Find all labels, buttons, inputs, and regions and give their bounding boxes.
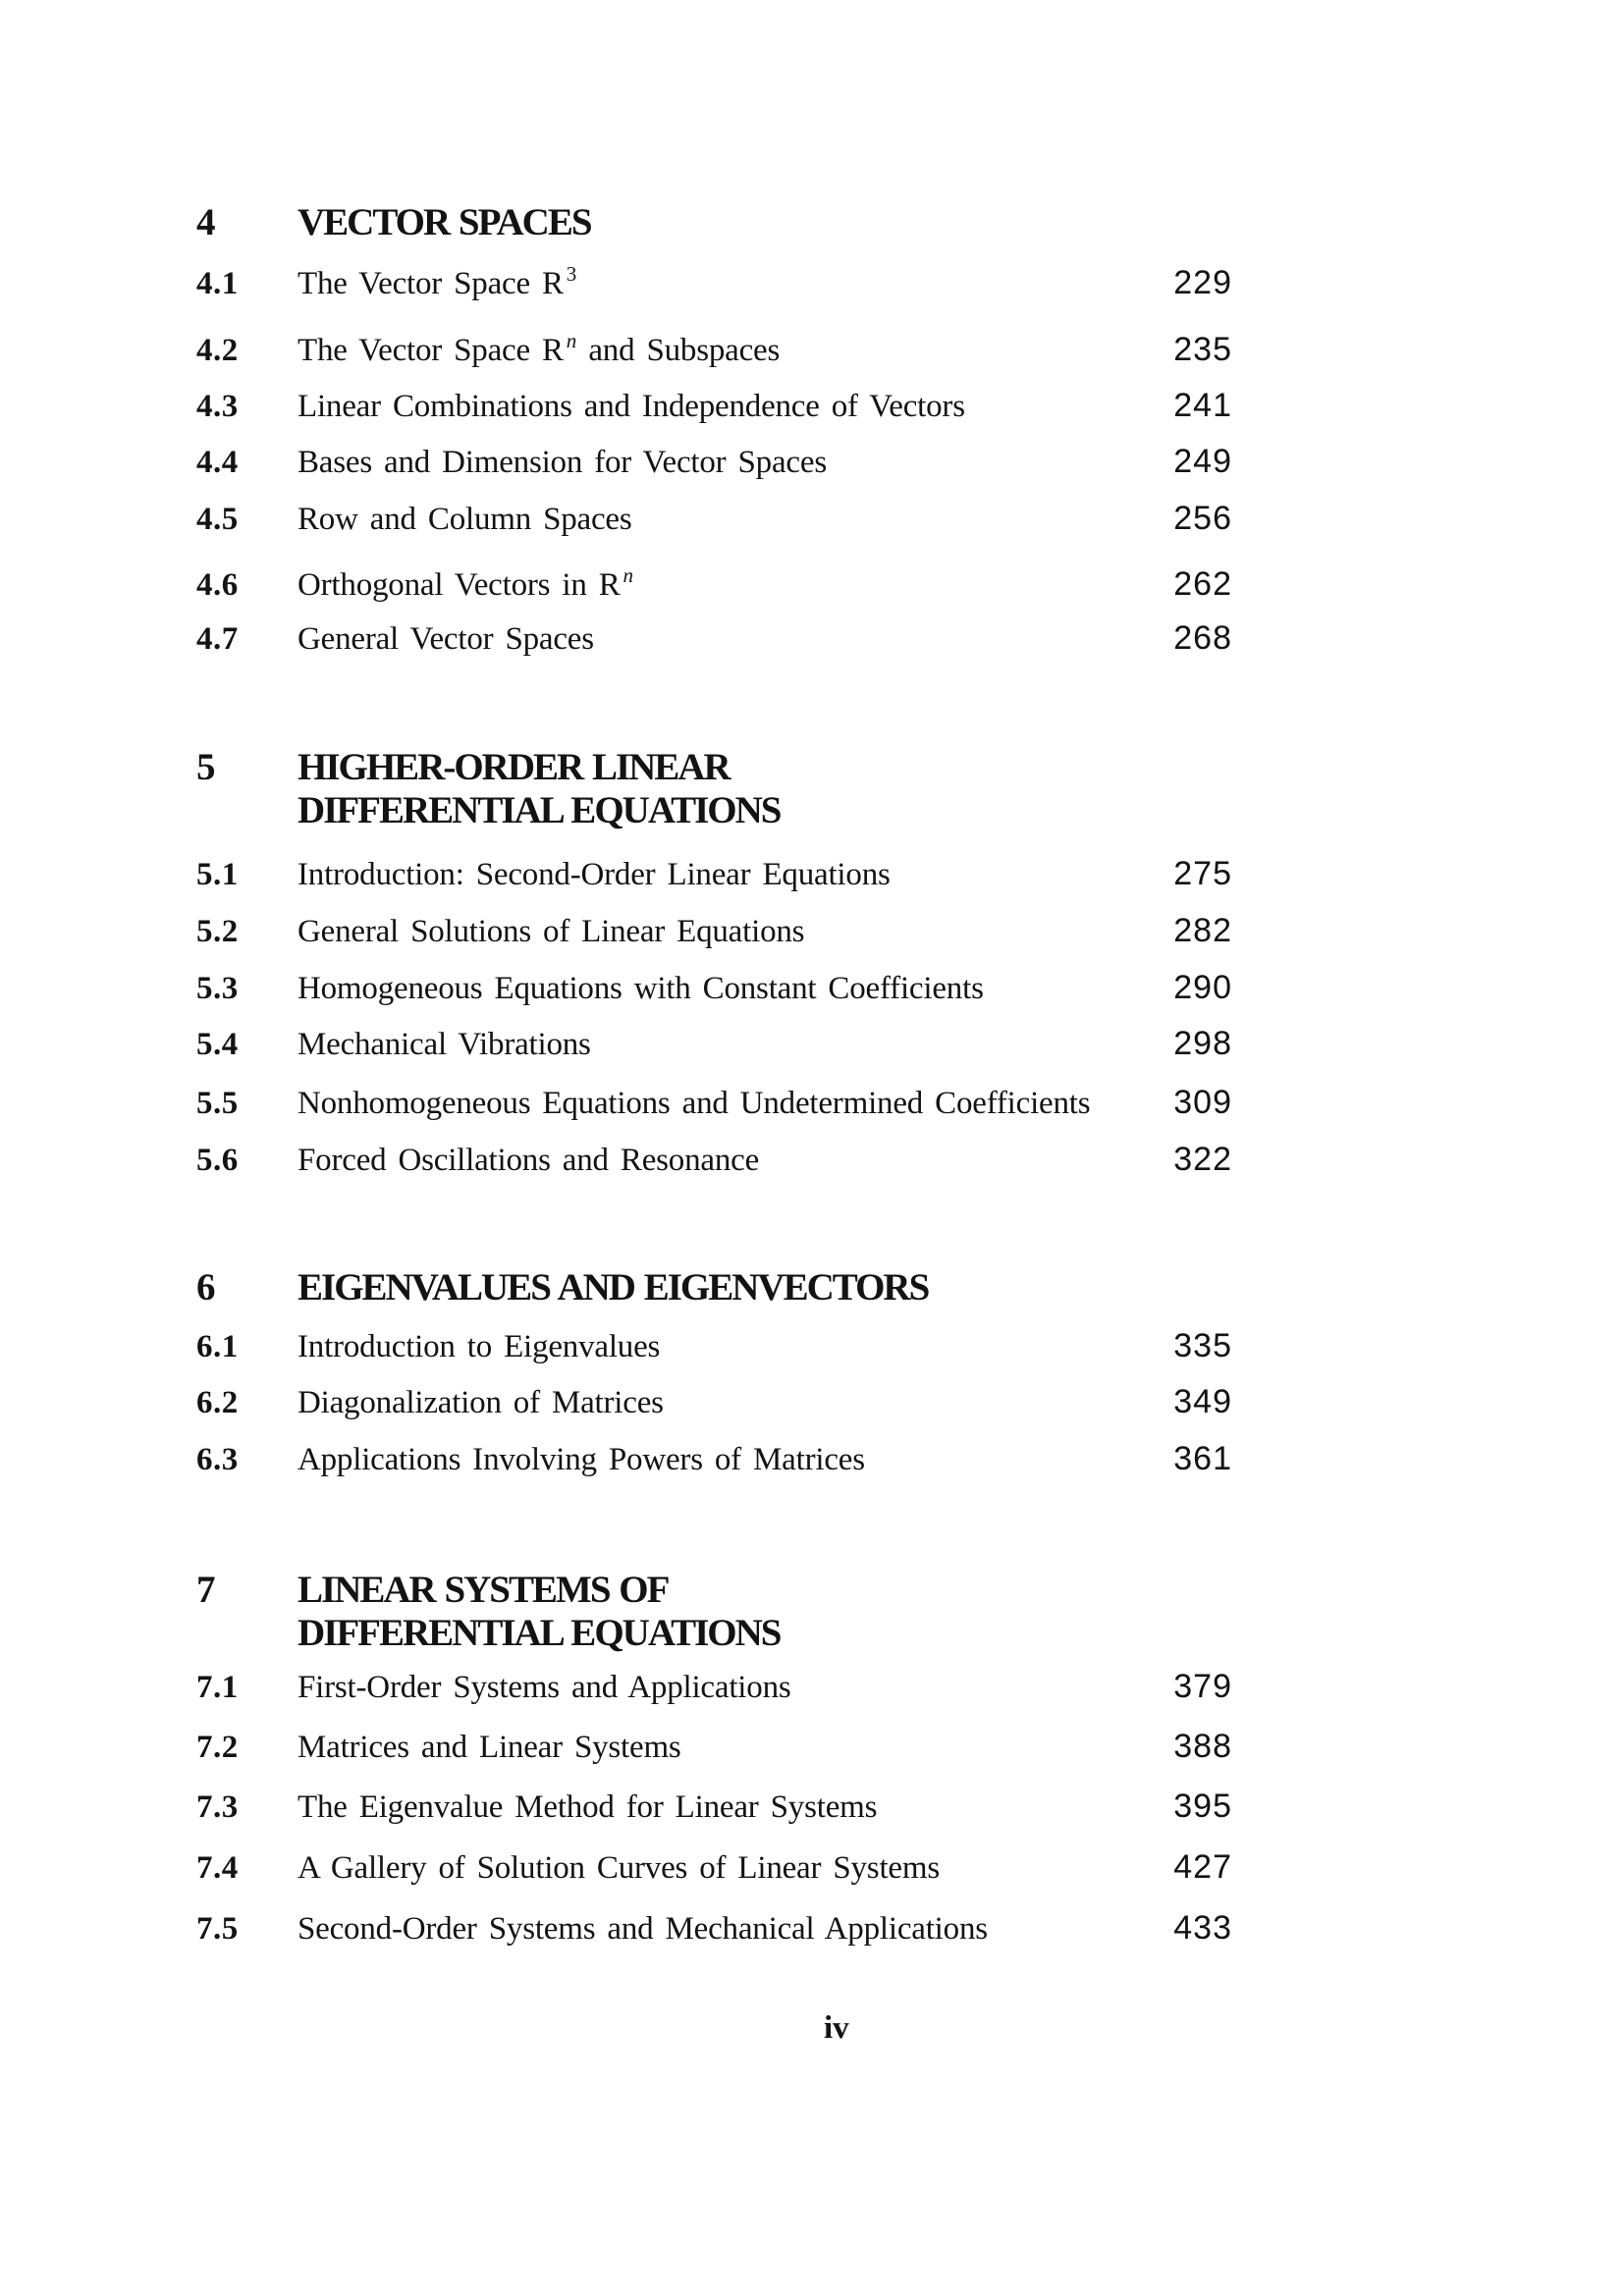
section-title: [298, 500, 632, 539]
section-title-text: General Vector Spaces: [298, 621, 594, 657]
section-number: 6.2: [196, 1385, 239, 1420]
page-number: 309: [1173, 1084, 1232, 1121]
section-title-text: Applications Involving Powers of Matrices: [298, 1442, 865, 1477]
section-title-text: Matrices and Linear Systems: [298, 1730, 681, 1765]
section-title: [298, 387, 965, 426]
page-number: 395: [1173, 1788, 1232, 1825]
page-number: 388: [1173, 1728, 1232, 1765]
page-number: 290: [1173, 969, 1232, 1006]
toc-section-row: [0, 1383, 1624, 1426]
section-title-text: Nonhomogeneous Equations and Undetermined Coefficients: [298, 1086, 1091, 1121]
section-title-text: Bases and Dimension for Vector Spaces: [298, 445, 827, 480]
toc-section-row: [0, 1440, 1624, 1483]
chapter-title-line: DIFFERENTIAL EQUATIONS: [298, 1612, 781, 1654]
section-title-text: Linear Combinations and Independence of Vectors: [298, 389, 965, 424]
toc-section-row: [0, 1668, 1624, 1711]
section-title-text: Second-Order Systems and Mechanical Applications: [298, 1911, 988, 1947]
chapter-title: [298, 201, 591, 244]
toc-section-row: [0, 1728, 1624, 1771]
chapter-title: [298, 1569, 780, 1655]
toc-section-row: [0, 264, 1624, 307]
toc-section-row: [0, 912, 1624, 955]
page-number: 335: [1173, 1327, 1232, 1364]
section-title: [298, 619, 594, 659]
page-number: 427: [1173, 1848, 1232, 1886]
section-title-text: and Subspaces: [576, 333, 781, 368]
superscript: n: [566, 329, 577, 352]
page-number: 282: [1173, 912, 1232, 949]
section-number: 5.4: [196, 1027, 239, 1062]
page-number: 262: [1173, 565, 1232, 603]
toc-section-row: [0, 1788, 1624, 1831]
superscript: n: [623, 563, 634, 587]
section-number: 4.5: [196, 502, 239, 537]
chapter-title: [298, 1266, 928, 1309]
toc-section-row: [0, 1084, 1624, 1127]
section-number: 4.4: [196, 445, 239, 480]
page-number: 229: [1173, 264, 1232, 301]
section-number: 5.5: [196, 1086, 239, 1121]
page-number: 268: [1173, 619, 1232, 657]
chapter-title: [298, 746, 780, 832]
section-title: [298, 1668, 791, 1707]
section-title-text: Row and Column Spaces: [298, 502, 632, 537]
page-footer: iv: [824, 2010, 849, 2046]
chapter-title-line: VECTOR SPACES: [298, 201, 591, 243]
section-title-text: Homogeneous Equations with Constant Coefficients: [298, 971, 984, 1006]
section-title-text: The Eigenvalue Method for Linear Systems: [298, 1789, 878, 1825]
section-title: [298, 1909, 988, 1949]
section-title-text: Forced Oscillations and Resonance: [298, 1143, 760, 1178]
section-title-text: Introduction: Second-Order Linear Equations: [298, 857, 891, 892]
section-title-text: Orthogonal Vectors in R: [298, 567, 621, 603]
section-number: 7.1: [196, 1670, 239, 1705]
section-number: 7.5: [196, 1911, 239, 1947]
chapter-number: 4: [196, 201, 215, 243]
page-number: 379: [1173, 1668, 1232, 1705]
section-title: [298, 264, 576, 306]
toc-section-row: [0, 331, 1624, 374]
section-title: [298, 855, 891, 894]
page-number: 361: [1173, 1440, 1232, 1477]
section-number: 4.3: [196, 389, 239, 424]
section-title-text: First-Order Systems and Applications: [298, 1670, 791, 1705]
section-title: [298, 443, 827, 482]
section-title: [298, 1025, 591, 1064]
section-title: [298, 912, 804, 951]
section-number: 6.1: [196, 1329, 239, 1364]
section-number: 6.3: [196, 1442, 239, 1477]
page-number: 256: [1173, 500, 1232, 537]
section-title: [298, 331, 780, 373]
toc-section-row: [0, 500, 1624, 543]
section-title-text: Diagonalization of Matrices: [298, 1385, 664, 1420]
chapter-number: 6: [196, 1266, 215, 1308]
section-number: 7.4: [196, 1850, 239, 1886]
section-title: [298, 969, 984, 1008]
section-number: 7.3: [196, 1789, 239, 1825]
toc-section-row: [0, 1025, 1624, 1068]
page-number: 298: [1173, 1025, 1232, 1062]
page-number: 241: [1173, 387, 1232, 424]
section-title-text: The Vector Space R: [298, 266, 564, 301]
section-title-text: General Solutions of Linear Equations: [298, 914, 805, 949]
section-title-text: Mechanical Vibrations: [298, 1027, 591, 1062]
toc-section-row: [0, 1909, 1624, 1952]
chapter-title-line: DIFFERENTIAL EQUATIONS: [298, 789, 781, 831]
section-number: 4.1: [196, 266, 239, 301]
section-title-text: A Gallery of Solution Curves of Linear Systems: [298, 1850, 940, 1886]
page-number: 249: [1173, 443, 1232, 480]
chapter-title-line: HIGHER-ORDER LINEAR: [298, 746, 730, 788]
section-title: [298, 1440, 865, 1479]
section-title: [298, 1141, 759, 1180]
superscript: 3: [566, 262, 577, 286]
section-title-text: The Vector Space R: [298, 333, 564, 368]
toc-section-row: [0, 1141, 1624, 1184]
chapter-number: 5: [196, 746, 215, 788]
toc-section-row: [0, 387, 1624, 430]
toc-section-row: [0, 443, 1624, 486]
chapter-number: 7: [196, 1569, 215, 1611]
section-title: [298, 1848, 940, 1888]
page-number: 322: [1173, 1141, 1232, 1178]
section-number: 5.3: [196, 971, 239, 1006]
chapter-title-line: LINEAR SYSTEMS OF: [298, 1569, 669, 1611]
toc-section-row: [0, 855, 1624, 898]
page-number: 433: [1173, 1909, 1232, 1947]
toc-section-row: [0, 1848, 1624, 1892]
section-number: 5.1: [196, 857, 239, 892]
section-number: 4.2: [196, 333, 239, 368]
page-number: 235: [1173, 331, 1232, 368]
chapter-title-line: EIGENVALUES AND EIGENVECTORS: [298, 1266, 929, 1308]
section-title: [298, 1788, 877, 1827]
section-title: [298, 1383, 664, 1422]
section-number: 4.7: [196, 621, 239, 657]
section-number: 4.6: [196, 567, 239, 603]
section-title: [298, 1728, 681, 1767]
section-number: 7.2: [196, 1730, 239, 1765]
section-number: 5.2: [196, 914, 239, 949]
toc-section-row: [0, 619, 1624, 663]
section-title-text: Introduction to Eigenvalues: [298, 1329, 661, 1364]
toc-section-row: [0, 565, 1624, 609]
page-number: 349: [1173, 1383, 1232, 1420]
section-title: [298, 1327, 660, 1366]
section-number: 5.6: [196, 1143, 239, 1178]
toc-section-row: [0, 969, 1624, 1012]
page-number: 275: [1173, 855, 1232, 892]
section-title: [298, 1084, 1090, 1123]
toc-section-row: [0, 1327, 1624, 1370]
section-title: [298, 565, 633, 608]
